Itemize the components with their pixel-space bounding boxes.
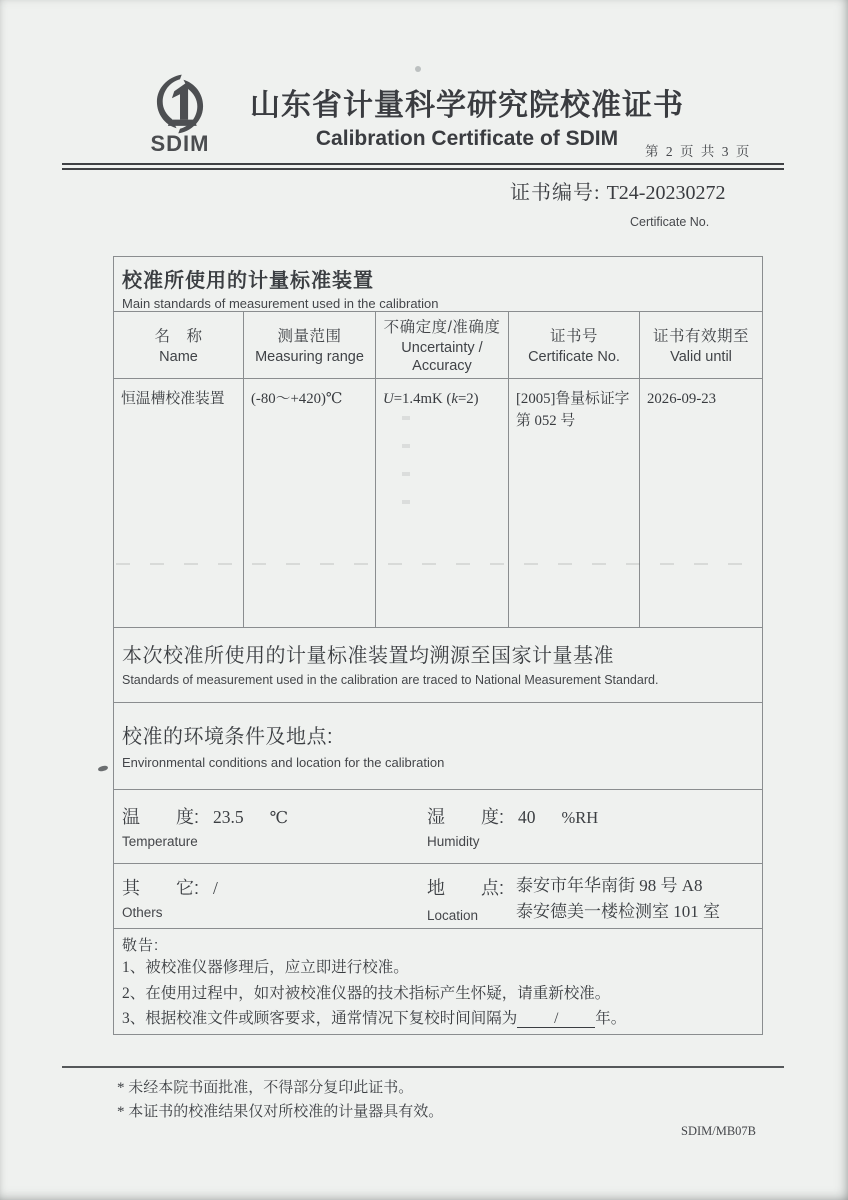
temperature-field bbox=[122, 803, 427, 863]
certificate-number-value: T24-20230272 bbox=[606, 182, 726, 204]
environment-title-en: Environmental conditions and location for the calibration bbox=[122, 755, 445, 770]
humidity-field bbox=[427, 803, 732, 863]
conditions-row bbox=[114, 789, 762, 863]
sdim-logo-label: SDIM bbox=[150, 131, 210, 156]
standards-title-cn: 校准所使用的计量标准装置 bbox=[122, 270, 374, 292]
certificate-number-label: 证书编号: bbox=[510, 182, 607, 204]
column-header-cert-no: 证书号 Certificate No. bbox=[508, 312, 639, 379]
humidity-unit: %RH bbox=[561, 808, 599, 827]
notice-item-3: 3、根据校准文件或顾客要求，通常情况下复校时间间隔为 / 年。 bbox=[122, 1010, 627, 1027]
location-line2: 泰安德美一楼检测室 101 室 bbox=[516, 902, 721, 921]
standards-section-title bbox=[114, 257, 762, 311]
header-double-rule bbox=[62, 163, 784, 170]
page-title-chinese: 山东省计量科学研究院校准证书 bbox=[250, 89, 684, 122]
traceability-cn: 本次校准所使用的计量标准装置均溯源至国家计量基准 bbox=[122, 645, 614, 667]
temperature-label-en: Temperature bbox=[122, 834, 198, 849]
humidity-label: 湿 度: bbox=[427, 807, 505, 827]
form-number: SDIM/MB07B bbox=[681, 1124, 757, 1138]
column-header-name: 名 称 Name bbox=[114, 312, 243, 379]
footnote-1: * 未经本院书面批准，不得部分复印此证书。 bbox=[117, 1080, 414, 1096]
others-label-en: Others bbox=[122, 905, 163, 920]
others-field bbox=[122, 874, 427, 928]
sdim-logo-icon bbox=[118, 74, 242, 134]
humidity-label-en: Humidity bbox=[427, 834, 480, 849]
certificate-number-block bbox=[510, 176, 725, 229]
cell-valid-until: 2026-09-23 bbox=[639, 379, 762, 627]
location-line1: 泰安市年华南街 98 号 A8 bbox=[516, 876, 703, 895]
scan-ghost-marks bbox=[402, 416, 410, 506]
column-header-range: 测量范围 Measuring range bbox=[243, 312, 375, 379]
recalibration-interval-blank: / bbox=[517, 1010, 595, 1028]
certificate-body bbox=[113, 256, 763, 1035]
standards-title-en: Main standards of measurement used in the calibration bbox=[122, 296, 439, 311]
others-location-row bbox=[114, 863, 762, 928]
footnote-2: * 本证书的校准结果仅对所校准的计量器具有效。 bbox=[117, 1104, 444, 1120]
environment-title-cn: 校准的环境条件及地点: bbox=[122, 726, 334, 748]
cell-certificate-no: [2005]鲁量标证字第 052 号 bbox=[508, 379, 639, 627]
scan-speck bbox=[415, 66, 421, 72]
scan-ghost-line bbox=[116, 563, 756, 565]
temperature-label: 温 度: bbox=[122, 807, 200, 827]
others-value: / bbox=[213, 878, 218, 898]
temperature-value: 23.5 bbox=[213, 807, 244, 827]
footer-rule bbox=[62, 1066, 784, 1068]
traceability-statement bbox=[114, 627, 762, 702]
column-header-uncertainty: 不确定度/准确度 Uncertainty / Accuracy bbox=[375, 312, 508, 379]
notice-item-1: 1、被校准仪器修理后，应立即进行校准。 bbox=[122, 959, 409, 976]
location-label: 地 点: bbox=[427, 878, 505, 898]
temperature-unit: ℃ bbox=[269, 808, 289, 827]
page-number: 第 2 页 共 3 页 bbox=[645, 144, 752, 159]
notice-title: 敬告: bbox=[122, 937, 160, 954]
environment-section-title bbox=[114, 702, 762, 789]
cell-uncertainty: U=1.4mK (k=2) bbox=[375, 379, 508, 627]
scan-speck bbox=[98, 765, 109, 772]
notice-section bbox=[114, 928, 762, 1034]
humidity-value: 40 bbox=[518, 807, 536, 827]
standards-table bbox=[114, 311, 762, 627]
location-field bbox=[427, 874, 720, 928]
footnotes bbox=[117, 1076, 443, 1124]
certificate-number-label-en: Certificate No. bbox=[630, 215, 710, 229]
notice-item-2: 2、在使用过程中，如对被校准仪器的技术指标产生怀疑，请重新校准。 bbox=[122, 984, 611, 1002]
others-label: 其 它: bbox=[122, 878, 200, 898]
page-title-english: Calibration Certificate of SDIM bbox=[315, 127, 619, 150]
sdim-logo bbox=[118, 74, 242, 157]
cell-measuring-range: (-80～+420)℃ bbox=[243, 379, 375, 627]
traceability-en: Standards of measurement used in the calibration are traced to National Measurement Standard. bbox=[122, 673, 659, 687]
column-header-valid-until: 证书有效期至 Valid until bbox=[639, 312, 762, 379]
location-label-en: Location bbox=[427, 908, 479, 923]
cell-standard-name: 恒温槽校准装置 bbox=[121, 391, 225, 407]
